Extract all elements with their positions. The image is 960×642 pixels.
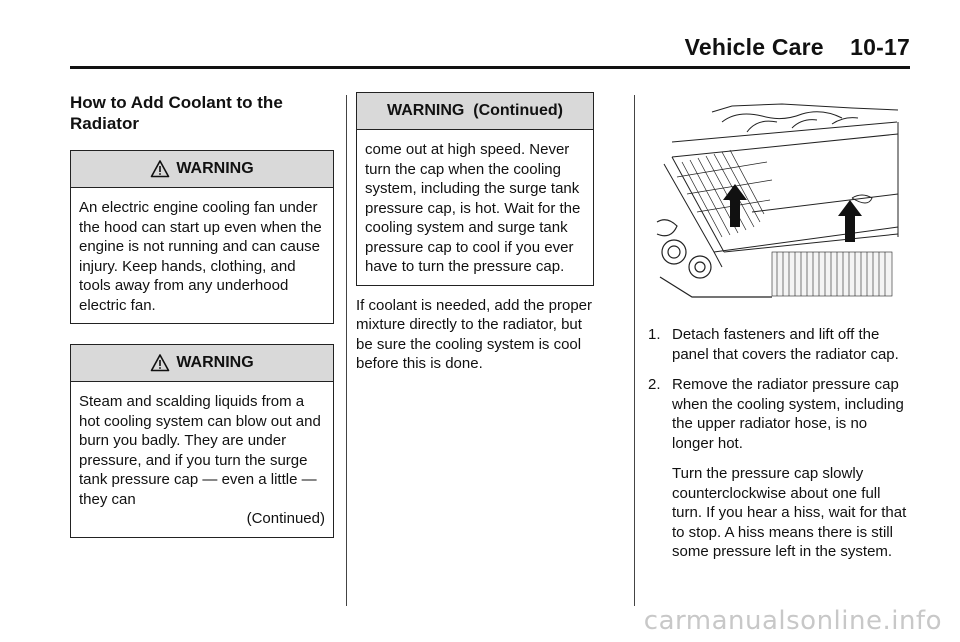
step-number: 1.: [648, 326, 661, 343]
warning-header: [357, 93, 593, 130]
column-divider-1: [346, 95, 347, 606]
warning-title: WARNING: [176, 354, 254, 371]
warning-title: WARNING: [176, 160, 254, 177]
list-item: [648, 375, 910, 562]
page-number: 10-17: [850, 34, 910, 60]
warning-text: An electric engine cooling fan under the hood can start up even when the engine is not running and can cause injury. Keep hands, clothing, and tools away from any underhood electric fan.: [79, 199, 322, 314]
page-title: [685, 34, 910, 61]
watermark: carmanualsonline.info: [643, 606, 942, 636]
warning-triangle-icon: [150, 159, 170, 179]
column-right: [648, 92, 910, 573]
section-heading: How to Add Coolant to the Radiator: [70, 93, 283, 133]
warning-text: come out at high speed. Never turn the cap when the cooling system, including the surge tank pressure cap, is hot. Wait for the cooling system and surge tank pressure cap to cool if you ever have to turn the pressure cap.: [365, 141, 581, 275]
warning-box-fan: [70, 150, 334, 324]
radiator-panel-illustration: [652, 102, 902, 302]
page-header: [70, 34, 910, 64]
warning-text: Steam and scalding liquids from a hot cooling system can blow out and burn you badly. They are under pressure, and if you turn the surge tank pressure cap — even a little — they can: [79, 393, 321, 508]
instruction-steps: [648, 325, 910, 562]
arrow-up-icon: [723, 184, 747, 227]
continued-label: (Continued): [246, 510, 325, 527]
column-divider-2: [634, 95, 635, 606]
step-text: Detach fasteners and lift off the panel that covers the radiator cap.: [672, 326, 899, 363]
warning-title: WARNING (Continued): [387, 102, 563, 119]
warning-triangle-icon: [150, 353, 170, 373]
section-title: Vehicle Care: [684, 34, 824, 60]
column-middle: [356, 92, 594, 374]
warning-text-container: [71, 382, 333, 537]
coolant-paragraph: If coolant is needed, add the proper mixture directly to the radiator, but be sure the cooling system is cool before this is done.: [356, 296, 593, 372]
step-text: Remove the radiator pressure cap when the cooling system, including the upper radiator hose, is no longer hot.: [672, 376, 904, 452]
list-item: [648, 325, 910, 364]
warning-header: [71, 151, 333, 188]
column-left: [70, 92, 334, 558]
step-note: Turn the pressure cap slowly counterclockwise about one full turn. If you hear a hiss, wait for that to stop. A hiss means there is still some pressure left in the system.: [672, 465, 907, 560]
header-rule: [70, 66, 910, 69]
warning-box-steam: [70, 344, 334, 538]
step-number: 2.: [648, 376, 661, 393]
warning-box-continued: [356, 92, 594, 286]
warning-header: [71, 345, 333, 382]
arrow-up-icon: [838, 200, 862, 242]
